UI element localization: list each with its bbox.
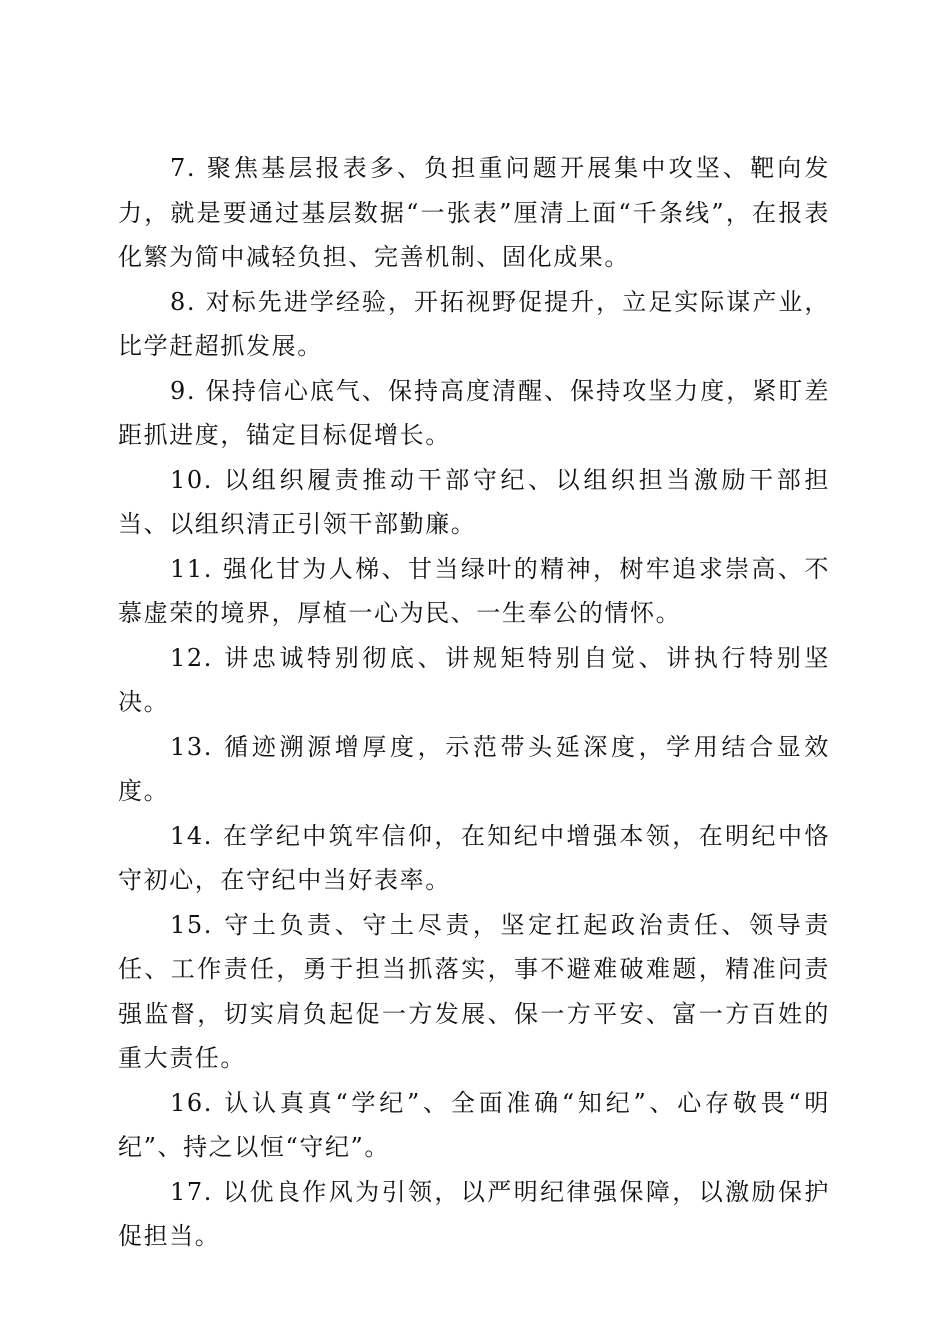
paragraph-9: 9. 保持信心底气、保持高度清醒、保持攻坚力度，紧盯差距抓进度，锚定目标促增长。 — [118, 376, 830, 449]
paragraph-17: 17. 以优良作风为引领，以严明纪律强保障，以激励保护促担当。 — [118, 1177, 830, 1250]
document-body — [118, 146, 830, 1259]
paragraph-16: 16. 认认真真“学纪”、全面准确“知纪”、心存敬畏“明纪”、持之以恒“守纪”。 — [118, 1088, 830, 1161]
paragraph-15: 15. 守土负责、守土尽责，坚定扛起政治责任、领导责任、工作责任，勇于担当抓落实，事不避难破难题，精准问责强监督，切实肩负起促一方发展、保一方平安、富一方百姓的重大责任。 — [118, 910, 830, 1072]
paragraph-7: 7. 聚焦基层报表多、负担重问题开展集中攻坚、靶向发力，就是要通过基层数据“一张表”厘清上面“千条线”，在报表化繁为简中减轻负担、完善机制、固化成果。 — [118, 154, 830, 271]
paragraph-14: 14. 在学纪中筑牢信仰，在知纪中增强本领，在明纪中恪守初心，在守纪中当好表率。 — [118, 821, 830, 894]
paragraph-13: 13. 循迹溯源增厚度，示范带头延深度，学用结合显效度。 — [118, 732, 830, 805]
paragraph-8: 8. 对标先进学经验，开拓视野促提升，立足实际谋产业，比学赶超抓发展。 — [118, 287, 830, 360]
paragraph-10: 10. 以组织履责推动干部守纪、以组织担当激励干部担当、以组织清正引领干部勤廉。 — [118, 465, 830, 538]
paragraph-11: 11. 强化甘为人梯、甘当绿叶的精神，树牢追求崇高、不慕虚荣的境界，厚植一心为民、一生奉公的情怀。 — [118, 554, 830, 627]
paragraph-12: 12. 讲忠诚特别彻底、讲规矩特别自觉、讲执行特别坚决。 — [118, 643, 830, 716]
